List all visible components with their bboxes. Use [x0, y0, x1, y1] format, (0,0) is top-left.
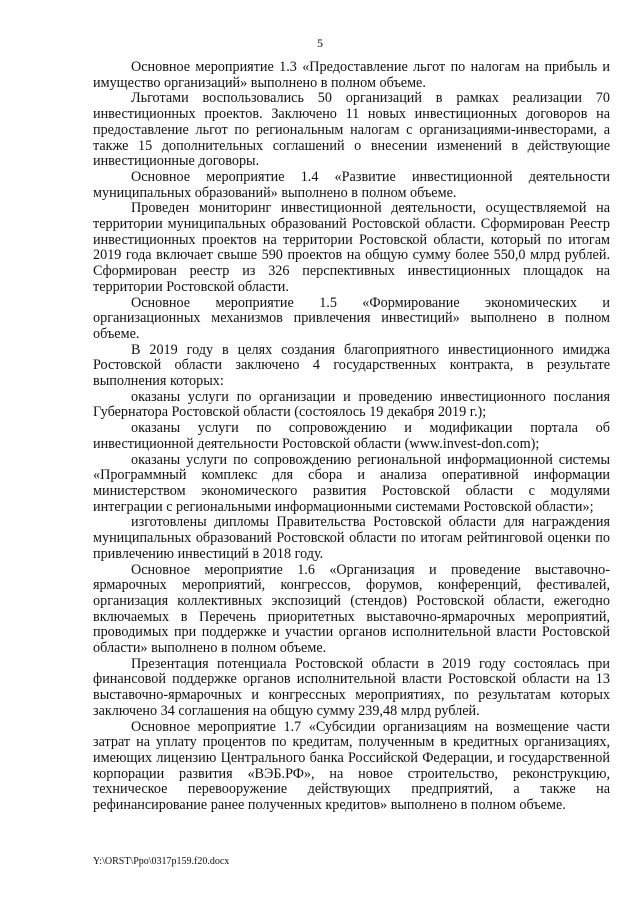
- paragraph-monitoring: Проведен мониторинг инвестиционной деятельности, осуществляемой на территории муниципальных образований Ростовской области. Сформирован Реестр инвестиционных проектов на территории Ростовской области, который по итогам 2019 года включает свыше 590 проектов на общую сумму более 550,0 млрд рублей. Сформирован реестр из 326 перспективных инвестиционных площадок на территории Ростовской области.: [93, 200, 610, 295]
- paragraph-measure-1-3: Основное мероприятие 1.3 «Предоставление льгот по налогам на прибыль и имущество организаций» выполнено в полном объеме.: [93, 59, 610, 91]
- paragraph-tax-benefits: Льготами воспользовались 50 организаций в рамках реализации 70 инвестиционных проектов. Заключено 11 новых инвестиционных договоров на предоставление льгот по региональным налогам с организациями-инвесторами, а также 15 дополнительных соглашений о внесении изменений в действующие инвестиционные договоры.: [93, 90, 610, 170]
- paragraph-measure-1-6: Основное мероприятие 1.6 «Организация и проведение выставочно-ярмарочных мероприятий, конгрессов, форумов, конференций, фестивалей, организация коллективных экспозиций (стендов) Ростовской области, ежегодно включаемых в Перечень приоритетных выставочно-ярмарочных мероприятий, проводимых при поддержке и участии органов исполнительной власти Ростовской области» выполнено в полном объеме.: [93, 561, 610, 657]
- paragraph-item-portal: оказаны услуги по сопровождению и модификации портала об инвестиционной деятельности Ростовской области (www.invest-don.com);: [93, 420, 610, 452]
- paragraph-measure-1-5: Основное мероприятие 1.5 «Формирование экономических и организационных механизмов привлечения инвестиций» выполнено в полном объеме.: [93, 294, 610, 342]
- paragraph-measure-1-7: Основное мероприятие 1.7 «Субсидии организациям на возмещение части затрат на уплату процентов по кредитам, полученным в кредитных организациях, имеющих лицензию Центрального банка Российской Федерации, и государственной корпорации развития «ВЭБ.РФ», на новое строительство, реконструкцию, техническое перевооружение действующих предприятий, а также на рефинансирование ранее полученных кредитов» выполнено в полном объеме.: [93, 718, 610, 814]
- paragraph-contracts-2019: В 2019 году в целях создания благоприятного инвестиционного имиджа Ростовской области заключено 4 государственных контракта, в результате выполнения которых:: [93, 341, 610, 390]
- paragraph-item-governor-message: оказаны услуги по организации и проведению инвестиционного послания Губернатора Ростовской области (состоялось 19 декабря 2019 г.);: [93, 388, 610, 421]
- document-body: [93, 60, 610, 814]
- paragraph-presentation: Презентация потенциала Ростовской области в 2019 году состоялась при финансовой поддержке органов исполнительной власти Ростовской области на 13 выставочно-ярмарочных и конгрессных мероприятиях, по результатам которых заключено 34 соглашения на общую сумму 239,48 млрд рублей.: [93, 655, 610, 719]
- page-number: 5: [317, 36, 323, 50]
- paragraph-measure-1-4: Основное мероприятие 1.4 «Развитие инвестиционной деятельности муниципальных образований» выполнено в полном объеме.: [93, 168, 610, 201]
- paragraph-item-info-system: оказаны услуги по сопровождению региональной информационной системы «Программный комплекс для сбора и анализа оперативной информации министерством экономического развития Ростовской области с модулями интеграции с региональными информационными системами Ростовской области»;: [93, 451, 610, 515]
- paragraph-item-diplomas: изготовлены дипломы Правительства Ростовской области для награждения муниципальных образований Ростовской области по итогам рейтинговой оценки по привлечению инвестиций в 2018 году.: [93, 514, 610, 562]
- footer-file-path: Y:\ORST\Ppo\0317p159.f20.docx: [93, 856, 230, 867]
